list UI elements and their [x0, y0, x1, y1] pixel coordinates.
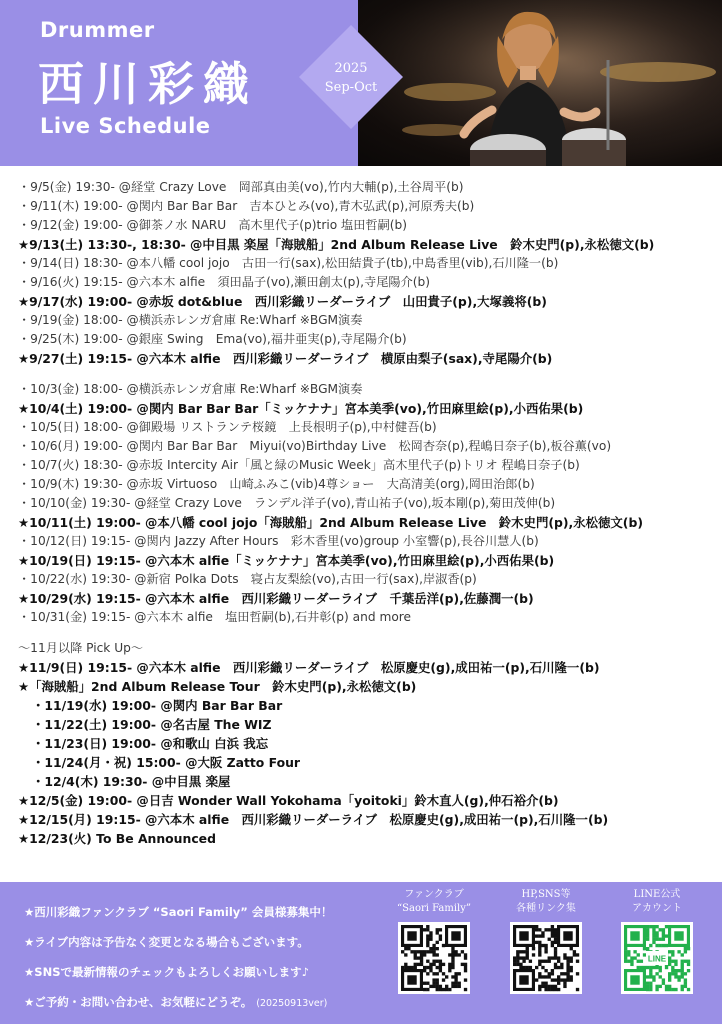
schedule-entry: ・10/5(日) 18:00- @御殿場 リストランテ桜鏡 上長根明子(p),中村健吾(b) [18, 420, 437, 434]
note-contact [24, 994, 384, 1024]
schedule-entry: ・9/12(金) 19:00- @御茶ノ水 NARU 高木里代子(p)trio 塩田哲嗣(b) [18, 218, 408, 232]
pickup-entry: ★12/23(火) To Be Announced [18, 831, 216, 846]
qr-code-icon[interactable] [621, 922, 693, 994]
september-section [18, 178, 718, 368]
header-banner [0, 0, 722, 166]
qr-caption-line: ファンクラブ [404, 889, 464, 900]
schedule-list [18, 178, 718, 848]
version-label: (20250913ver) [256, 998, 328, 1009]
pickup-entry: ★12/5(金) 19:00- @日吉 Wonder Wall Yokohama「yoitoki」鈴木直人(g),仲石裕介(b) [18, 793, 559, 808]
qr-links[interactable] [501, 888, 591, 994]
tour-date-entry: ・11/19(水) 19:00- @関内 Bar Bar Bar [32, 698, 283, 713]
tour-date-entry: ・11/22(土) 19:00- @名古屋 The WIZ [32, 717, 272, 732]
line-logo-label: LINE [647, 954, 667, 964]
schedule-entry: ・9/5(金) 19:30- @経堂 Crazy Love 岡部真由美(vo),竹内大輔(p),土谷周平(b) [18, 180, 464, 194]
date-badge [299, 25, 403, 129]
qr-code-icon[interactable] [510, 922, 582, 994]
badge-year: 2025 [334, 61, 368, 76]
schedule-entry: ・10/31(金) 19:15- @六本木 alfie 塩田哲嗣(b),石井彰(p) and more [18, 610, 412, 624]
schedule-entry: ・10/9(木) 19:30- @赤坂 Virtuoso 山崎ふみこ(vib)4尊ショー 大高清美(org),岡田治郎(b) [18, 477, 535, 491]
schedule-entry-highlight: ★10/19(日) 19:15- @六本木 alfie「ミッケナナ」宮本美季(vo),竹田麻里絵(p),小西佑果(b) [18, 553, 555, 568]
qr-line[interactable] [612, 888, 702, 994]
note-fanclub: ★西川彩織ファンクラブ “Saori Family” 会員様募集中！ [24, 905, 333, 919]
artist-name: 西川彩織 [38, 57, 258, 111]
pickup-heading: 〜11月以降 Pick Up〜 [18, 641, 144, 655]
qr-fanclub-caption [389, 888, 479, 922]
schedule-entry: ・10/7(火) 18:30- @赤坂 Intercity Air「風と緑のMusic Week」高木里代子(p)トリオ 程嶋日奈子(b) [18, 458, 580, 472]
pickup-entry: ★12/15(月) 19:15- @六本木 alfie 西川彩織リーダーライブ 松原慶史(g),成田祐一(p),石川隆一(b) [18, 812, 609, 827]
schedule-entry-highlight: ★10/11(土) 19:00- @本八幡 cool jojo「海賊船」2nd Album Release Live 鈴木史門(p),永松徳文(b) [18, 515, 643, 530]
footer-banner [0, 882, 722, 1024]
section-gap [18, 627, 718, 639]
schedule-entry-highlight: ★9/17(水) 19:00- @赤坂 dot&blue 西川彩織リーダーライブ 山田貴子(p),大塚義将(b) [18, 294, 547, 309]
qr-line-caption [612, 888, 702, 922]
role-label: Drummer [40, 18, 155, 42]
schedule-entry: ・10/22(水) 19:30- @新宿 Polka Dots 寝占友梨絵(vo),古田一行(sax),岸淑香(p) [18, 572, 477, 586]
page-title: Live Schedule [40, 114, 211, 138]
pickup-entry: ★11/9(日) 19:15- @六本木 alfie 西川彩織リーダーライブ 松原慶史(g),成田祐一(p),石川隆一(b) [18, 660, 600, 675]
note-sns: ★SNSで最新情報のチェックもよろしくお願いします♪ [24, 965, 309, 979]
footer-notes [24, 904, 384, 1024]
schedule-entry: ・9/11(木) 19:00- @関内 Bar Bar Bar 吉本ひとみ(vo),青木弘武(p),河原秀夫(b) [18, 199, 475, 213]
tour-date-entry: ・11/23(日) 19:00- @和歌山 白浜 我忘 [32, 736, 269, 751]
qr-caption-line: LINE公式 [633, 889, 681, 900]
schedule-entry: ・9/25(木) 19:00- @銀座 Swing Ema(vo),福井亜実(p),寺尾陽介(b) [18, 332, 407, 346]
qr-caption-line: アカウント [632, 903, 682, 914]
qr-fanclub[interactable] [389, 888, 479, 994]
section-gap [18, 368, 718, 380]
schedule-entry: ・9/14(日) 18:30- @本八幡 cool jojo 古田一行(sax),松田結貴子(tb),中島香里(vib),石川隆一(b) [18, 256, 559, 270]
october-section [18, 380, 718, 627]
schedule-entry-highlight: ★10/29(水) 19:15- @六本木 alfie 西川彩織リーダーライブ 千葉岳洋(p),佐藤潤一(b) [18, 591, 534, 606]
badge-months: Sep-Oct [324, 80, 378, 95]
pickup-entry: ★「海賊船」2nd Album Release Tour 鈴木史門(p),永松徳文(b) [18, 679, 417, 694]
schedule-entry: ・10/3(金) 18:00- @横浜赤レンガ倉庫 Re:Wharf ※BGM演奏 [18, 382, 363, 396]
schedule-entry: ・10/12(日) 19:15- @関内 Jazzy After Hours 彩木香里(vo)group 小室響(p),長谷川慧人(b) [18, 534, 539, 548]
qr-caption-line: 各種リンク集 [516, 903, 576, 914]
schedule-entry: ・9/16(火) 19:15- @六本木 alfie 須田晶子(vo),瀬田創太(p),寺尾陽介(b) [18, 275, 431, 289]
qr-links-caption [501, 888, 591, 922]
schedule-entry-highlight: ★10/4(土) 19:00- @関内 Bar Bar Bar「ミッケナナ」宮本美季(vo),竹田麻里絵(p),小西佑果(b) [18, 401, 584, 416]
note-contact-text: ★ご予約・お問い合わせ、お気軽にどうぞ。 [24, 995, 253, 1009]
qr-code-icon[interactable] [398, 922, 470, 994]
qr-caption-line: “Saori Family” [397, 903, 471, 914]
tour-date-entry: ・11/24(月・祝) 15:00- @大阪 Zatto Four [32, 755, 301, 770]
artist-photo [358, 0, 722, 166]
drummer-illustration [358, 0, 722, 166]
schedule-entry-highlight: ★9/13(土) 13:30-, 18:30- @中目黒 楽屋「海賊船」2nd Album Release Live 鈴木史門(p),永松徳文(b) [18, 237, 655, 252]
tour-date-entry: ・12/4(木) 19:30- @中目黒 楽屋 [32, 774, 231, 789]
pickup-section [18, 639, 718, 848]
schedule-entry: ・9/19(金) 18:00- @横浜赤レンガ倉庫 Re:Wharf ※BGM演奏 [18, 313, 363, 327]
schedule-entry: ・10/6(月) 19:00- @関内 Bar Bar Bar Miyui(vo)Birthday Live 松岡杏奈(p),程嶋日奈子(b),板谷薫(vo) [18, 439, 612, 453]
note-change-notice: ★ライブ内容は予告なく変更となる場合もございます。 [24, 935, 309, 949]
qr-caption-line: HP,SNS等 [521, 889, 571, 900]
schedule-entry-highlight: ★9/27(土) 19:15- @六本木 alfie 西川彩織リーダーライブ 横原由梨子(sax),寺尾陽介(b) [18, 351, 553, 366]
schedule-entry: ・10/10(金) 19:30- @経堂 Crazy Love ランデル洋子(vo),青山祐子(vo),坂本剛(p),菊田茂伸(b) [18, 496, 556, 510]
